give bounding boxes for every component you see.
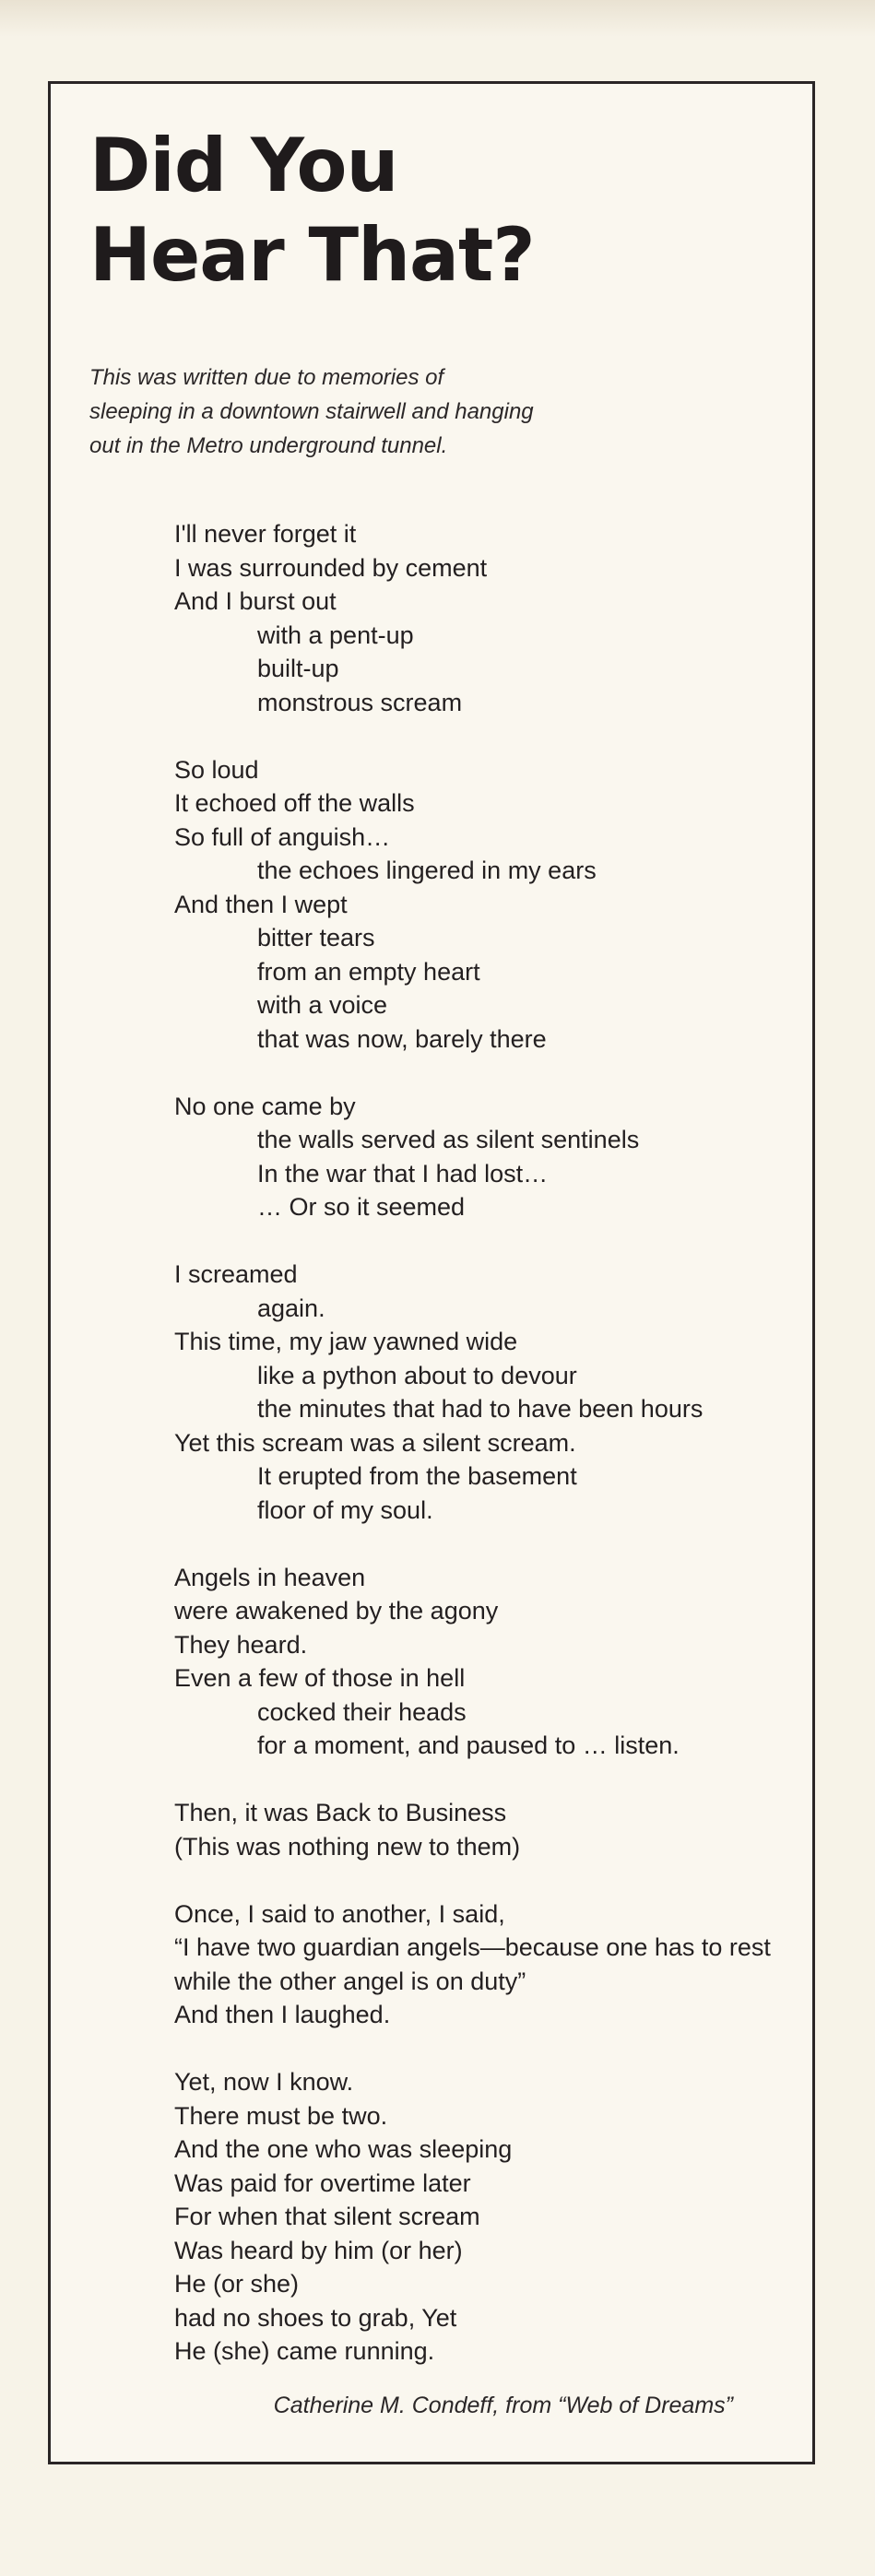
poem-line: again. — [257, 1294, 325, 1322]
stanza — [174, 1561, 771, 1763]
poem-line: Yet this scream was a silent scream. — [174, 1428, 576, 1457]
stanza — [174, 517, 771, 719]
poem-line: the walls served as silent sentinels — [257, 1126, 640, 1153]
poem-line: They heard. — [174, 1630, 308, 1659]
poem-line: For when that silent scream — [174, 2203, 480, 2230]
poem-line: monstrous scream — [257, 688, 463, 716]
poem-line: bitter tears — [257, 924, 375, 951]
poem-line: In the war that I had lost… — [257, 1159, 549, 1188]
poem-line: Even a few of those in hell — [174, 1664, 466, 1692]
poem-line: He (she) came running. — [174, 2337, 435, 2365]
poem-line: And then I wept — [174, 890, 348, 918]
author-credit: Catherine M. Condeff, from “Web of Dreams” — [273, 2393, 733, 2418]
poem-line: (This was nothing new to them) — [174, 1832, 521, 1861]
poem-line: Angels in heaven — [174, 1563, 366, 1591]
poem-line: No one came by — [174, 1092, 356, 1120]
poem-title — [89, 121, 535, 300]
poem-frame — [48, 81, 815, 2464]
poem-line: cocked their heads — [257, 1697, 467, 1726]
stanza — [174, 2065, 771, 2369]
poem-line: Was paid for overtime later — [174, 2168, 471, 2197]
poem-line: the minutes that had to have been hours — [257, 1395, 704, 1423]
intro-note — [89, 360, 534, 463]
poem-line: And the one who was sleeping — [174, 2135, 513, 2163]
poem-line: built-up — [257, 655, 339, 682]
poem-line: while the other angel is on duty” — [174, 1967, 526, 1995]
poem-line: It erupted from the basement — [257, 1462, 577, 1490]
poem-body — [174, 517, 771, 2369]
poem-line: So full of anguish… — [174, 822, 391, 851]
stanza — [174, 753, 771, 1057]
poem-line: with a voice — [257, 991, 388, 1019]
stanza — [174, 1258, 771, 1527]
poem-line: And then I laughed. — [174, 2001, 391, 2028]
poem-line: I screamed — [174, 1260, 298, 1288]
stanza — [174, 1796, 771, 1863]
poem-line: I was surrounded by cement — [174, 553, 488, 582]
poem-line: had no shoes to grab, Yet — [174, 2303, 457, 2332]
poem-line: for a moment, and paused to … listen. — [257, 1731, 680, 1759]
stanza — [174, 1897, 771, 2032]
poem-line: from an empty heart — [257, 957, 480, 986]
poem-line: So loud — [174, 755, 259, 784]
poem-line: This time, my jaw yawned wide — [174, 1328, 518, 1355]
poem-line: like a python about to devour — [257, 1361, 577, 1389]
poem-line: were awakened by the agony — [174, 1597, 499, 1625]
stanza — [174, 1090, 771, 1224]
poem-line: “I have two guardian angels—because one has to rest — [174, 1933, 771, 1961]
poem-line: It echoed off the walls — [174, 789, 415, 817]
poem-line: Once, I said to another, I said, — [174, 1899, 505, 1928]
poem-line: I'll never forget it — [174, 520, 357, 548]
poem-line: Was heard by him (or her) — [174, 2236, 463, 2264]
page-top-bleed — [0, 0, 875, 37]
poem-line: the echoes lingered in my ears — [257, 857, 597, 884]
poem-line: He (or she) — [174, 2270, 300, 2298]
intro-line: sleeping in a downtown stairwell and hanging — [89, 399, 534, 424]
title-line: Did You — [89, 123, 398, 208]
poem-line: And I burst out — [174, 587, 337, 615]
intro-line: This was written due to memories of — [89, 365, 444, 390]
poem-line: There must be two. — [174, 2101, 388, 2130]
poem-line: that was now, barely there — [257, 1024, 547, 1053]
poem-line: … Or so it seemed — [257, 1193, 466, 1221]
poem-line: floor of my soul. — [257, 1495, 433, 1524]
poem-line: Then, it was Back to Business — [174, 1799, 507, 1826]
title-line: Hear That? — [89, 212, 535, 298]
intro-line: out in the Metro underground tunnel. — [89, 433, 448, 458]
poem-line: with a pent-up — [257, 620, 414, 649]
poem-line: Yet, now I know. — [174, 2068, 354, 2096]
